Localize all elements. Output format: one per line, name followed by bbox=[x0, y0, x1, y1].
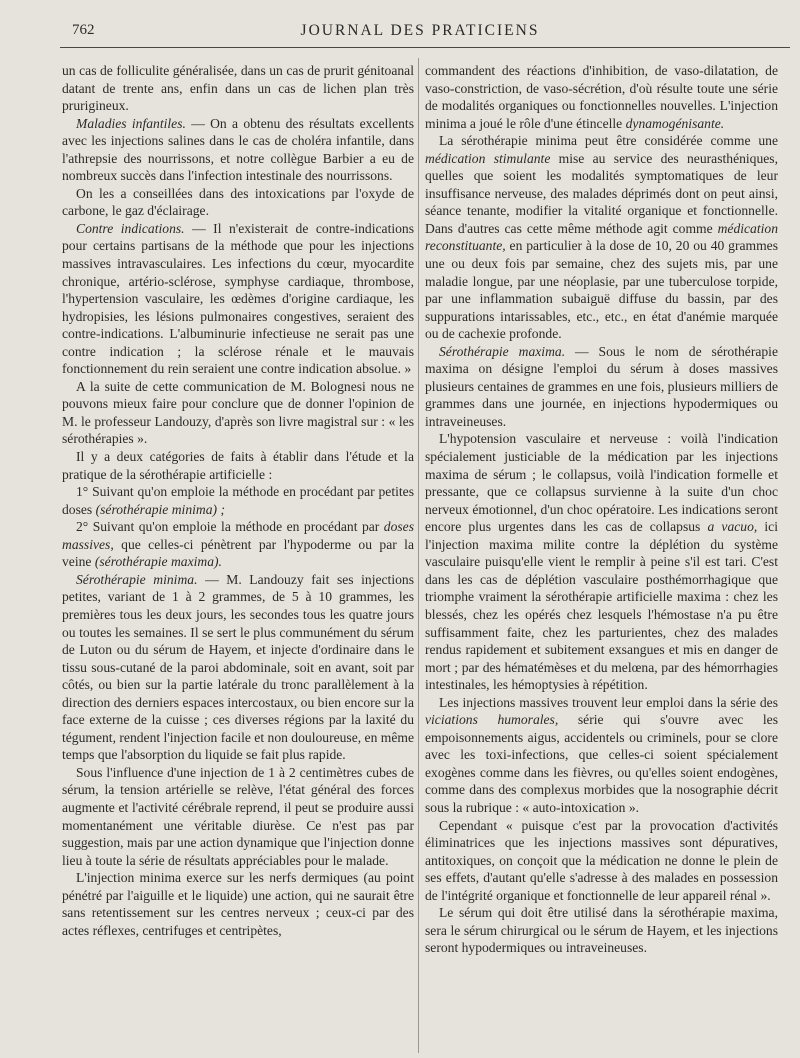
text-run: — Sous le nom de sérothérapie maxima on désigne l'emploi du sérum à doses massives plusieurs centaines de grammes en une fois, plusieurs milliers de grammes dans une journée, en injections hypodermiques ou intraveineuses. bbox=[425, 343, 778, 429]
paragraph bbox=[425, 132, 778, 343]
paragraph bbox=[62, 483, 414, 518]
italic-run: viciations humorales, bbox=[425, 712, 559, 728]
italic-run: doses massives, bbox=[62, 519, 414, 552]
left-column bbox=[62, 62, 414, 939]
paragraph bbox=[425, 817, 778, 905]
italic-run: a vacuo, bbox=[707, 519, 758, 535]
text-run: que celles-ci pénètrent par l'hypoderme ou par la veine bbox=[62, 536, 414, 570]
journal-title: JOURNAL DES PRATICIENS bbox=[300, 22, 540, 39]
text-run: L'hypotension vasculaire et nerveuse : voilà l'indication spécialement justiciable de la médication par les injections maxima de sérum ; le collapsus, voilà l'indication formelle et pressante, que ce collapsus survienne à la suite d'un choc nerveux émotionnel, d'un choc opératoire. Les indications seront encore plus urgentes dans les cas de collapsus bbox=[425, 431, 778, 535]
italic-run: médication stimulante bbox=[425, 150, 551, 166]
header-rule bbox=[60, 47, 790, 48]
paragraph bbox=[62, 764, 414, 869]
paragraph bbox=[62, 571, 414, 764]
paragraph bbox=[62, 869, 414, 939]
text-run: un cas de folliculite généralisée, dans un cas de prurit génitoanal datant de trente ans, enfin dans un cas de lichen plan très prurigineux. bbox=[62, 63, 414, 114]
column-divider bbox=[418, 58, 419, 1053]
paragraph bbox=[62, 518, 414, 571]
text-run: — On a obtenu des résultats excellents avec les injections salines dans le cas de choléra infantile, dans l'athrepsie des nourrissons, et notre collègue Barbier a eu de nombreux succès dans l'infection intestinale des nourrissons. bbox=[62, 115, 414, 184]
text-run: La sérothérapie minima peut être considérée comme une bbox=[439, 133, 778, 149]
text-run: Le sérum qui doit être utilisé dans la sérothérapie maxima, sera le sérum chirurgical ou le sérum de Hayem, et les injections seront hypodermiques ou intraveineuses. bbox=[425, 905, 778, 956]
right-column bbox=[425, 62, 778, 957]
italic-run: dynamogénisante. bbox=[625, 115, 725, 131]
italic-run: (sérothérapie minima) ; bbox=[95, 501, 225, 517]
paragraph bbox=[62, 62, 414, 115]
italic-run: Sérothérapie maxima. bbox=[439, 343, 566, 359]
paragraph bbox=[62, 185, 414, 220]
text-run: Les injections massives trouvent leur emploi dans la série des bbox=[439, 694, 778, 710]
text-run: ici l'injection maxima milite contre la déplétion du système vasculaire puisqu'elle vient le remplir à peine s'il est tari. C'est dans les cas de déplétion vasculaire posthémorrhagique que triomphe vraiment la sérothérapie artificielle maxima : chez les blessés, chez les opérés chez lesquels l'hémostase n'a pu être suffisamment faite, chez les parturientes, chez des malades rendus rapidement et subitement exsangues et mis en danger de mort ; par des hématémèses et du melœna, par des hémorrhagies intestinales, les hémoptysies à répétition. bbox=[425, 519, 778, 693]
text-run: Cependant « puisque c'est par la provocation d'activités éliminatrices que les injections massives sont dépuratives, antitoxiques, on conçoit que la médication ne donne le plein de ses effets, d'autant qu'elle s'adresse à des malades en possession de l'intégrité organique et fonctionnelle de leur appareil rénal ». bbox=[425, 817, 778, 903]
paragraph bbox=[425, 343, 778, 431]
text-run: Il y a deux catégories de faits à établir dans l'étude et la pratique de la sérothérapie artificielle : bbox=[62, 449, 414, 482]
italic-run: Maladies infantiles. bbox=[76, 115, 186, 131]
text-run: On les a conseillées dans des intoxications par l'oxyde de carbone, le gaz d'éclairage. bbox=[62, 185, 414, 219]
paragraph bbox=[425, 694, 778, 817]
page-number: 762 bbox=[72, 22, 95, 38]
paragraph bbox=[425, 430, 778, 693]
paragraph bbox=[425, 904, 778, 957]
italic-run: Sérothérapie minima. bbox=[76, 571, 198, 587]
text-run: L'injection minima exerce sur les nerfs dermiques (au point pénétré par l'aiguille et le liquide) une action, qui ne saurait être sans retentissement sur les centres nerveux ; ceux-ci par des actes réflexes, centrifuges et centripètes, bbox=[62, 870, 414, 938]
text-run: A la suite de cette communication de M. Bolognesi nous ne pouvons mieux faire pour conclure que de donner l'opinion de M. le professeur Landouzy, d'après son livre magistral sur : « les sérothérapies ». bbox=[62, 378, 414, 447]
text-run: série qui s'ouvre avec les empoisonnements aigus, accidentels ou criminels, pour se clore avec les toxi-infections, que celles-ci soient spécialement exogènes comme dans les fièvres, ou qu'elles soient endogènes, comme dans des complexus morbides que la nosographie décrit sous la rubrique : « auto-intoxication ». bbox=[425, 712, 778, 815]
paragraph bbox=[425, 62, 778, 132]
text-run: commandent des réactions d'inhibition, de vaso-dilatation, de vaso-constriction, de vaso-sécrétion, d'où résulte toute une série de modalités organiques ou fonctionnelles nouvelles. L'injection minima a joué le rôle d'une étincelle bbox=[425, 63, 778, 131]
italic-run: Contre indications. bbox=[76, 220, 185, 236]
text-run: en particulier à la dose de 10, 20 ou 40 grammes une ou deux fois par semaine, chez des sujets mis, par une maladie longue, par une néoplasie, par une tuberculose torpide, par une inflammation subaiguë diffuse du bassin, par des suppurations intarissables, etc., etc., en état d'anémie marquée ou de cachexie profonde. bbox=[425, 238, 778, 342]
paragraph bbox=[62, 448, 414, 483]
text-run: 2° Suivant qu'on emploie la méthode en procédant par bbox=[76, 519, 384, 535]
text-run: — M. Landouzy fait ses injections petites, variant de 1 à 2 grammes, de 5 à 10 grammes, les premières tous les deux jours, les secondes tous les quatre jours ou toutes les semaines. Il se sert le plus communément du sérum de Luton ou du sérum de Hayem, et injecte d'ordinaire dans le tissu sous-cutané de la paroi abdominale, soit en avant, soit par côtés, ou bien sur la partie latérale du tronc parallèlement à la direction des derniers espaces intercostaux, ou bien encore sur la face externe de la cuisse ; ces diverses régions par la laxité du tégument, rendent l'injection facile et non douloureuse, en même temps que l'absorption du liquide se fait plus rapide. bbox=[62, 571, 414, 763]
italic-run: (sérothérapie maxima). bbox=[94, 554, 222, 570]
paragraph bbox=[62, 115, 414, 185]
text-run: Sous l'influence d'une injection de 1 à 2 centimètres cubes de sérum, la tension artérielle se relève, l'état général des forces augmente et l'activité cérébrale reprend, il peut se produire aussi momentanément une véritable diurèse. Ce n'est pas par suggestion, mais par une action dynamique que l'injection donne lieu à toute la série de résultats appréciables pour le malade. bbox=[62, 764, 414, 868]
text-run: — Il n'existerait de contre-indications pour certains partisans de la méthode que pour les injections massives intravasculaires. Les infections du cœur, myocardite chronique, artério-sclérose, symphyse cardiaque, thrombose, l'hypertension vasculaire, les œdèmes d'origine cardiaque, les hydropisies, les lésions pulmonaires congestives, seraient des contre-indications. L'albuminurie infectieuse ne serait pas une contre indication ; la sclérose rénale et le mauvais fonctionnement du rein seraient une contre indication absolue. » bbox=[62, 220, 415, 377]
italic-run: médication reconstituante, bbox=[425, 220, 778, 254]
text-run: 1° Suivant qu'on emploie la méthode en procédant par petites doses bbox=[62, 484, 414, 517]
running-header bbox=[60, 22, 780, 44]
paragraph bbox=[62, 220, 414, 378]
text-run: mise au service des neurasthéniques, quelles que soient les modalités symptomatiques de leur insuffisance nerveuse, des malades déprimés dont on peut ainsi, séance tenante, modifier la vitalité organique et fonctionnelle. Dans d'autres cas cette même méthode agit comme bbox=[425, 150, 778, 236]
paragraph bbox=[62, 378, 414, 448]
